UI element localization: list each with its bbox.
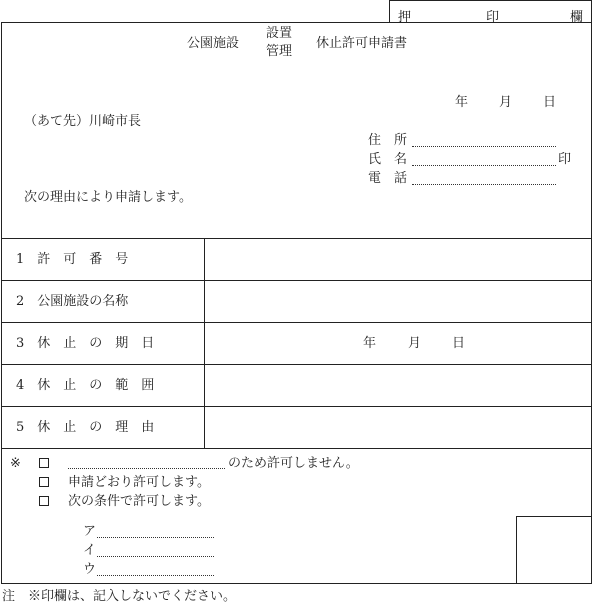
date-day-label: 日 — [543, 95, 557, 110]
row-divider — [2, 322, 591, 323]
application-form — [1, 22, 592, 584]
name-field[interactable] — [412, 152, 556, 166]
permit-number-field[interactable] — [205, 239, 591, 279]
office-use-mark: ※ — [10, 456, 21, 471]
seal-char-1: 押 — [398, 10, 412, 25]
seal-column-header — [389, 0, 592, 23]
title-option-manage: 管理 — [266, 44, 293, 59]
checkbox-approve[interactable] — [39, 477, 49, 487]
phone-field[interactable] — [412, 171, 556, 185]
title-suffix: 休止許可申請書 — [316, 36, 408, 51]
condition-i-label: イ — [83, 543, 97, 558]
suspension-reason-field[interactable] — [205, 407, 591, 447]
date-year-label: 年 — [455, 95, 469, 110]
seal-char-3: 欄 — [570, 10, 584, 25]
row-label-suspension-date: 3 休 止 の 期 日 — [16, 336, 155, 351]
stamp-box — [516, 516, 591, 583]
suspension-year-label: 年 — [363, 336, 377, 351]
conditional-text: 次の条件で許可します。 — [68, 494, 210, 509]
addressee: （あて先）川崎市長 — [24, 114, 142, 129]
facility-name-field[interactable] — [205, 281, 591, 321]
title-option-establish: 設置 — [266, 26, 293, 41]
suspension-scope-field[interactable] — [205, 365, 591, 405]
footnote: 注 ※印欄は、記入しないでください。 — [2, 589, 237, 604]
phone-label: 電 話 — [368, 171, 408, 186]
row-label-suspension-scope: 4 休 止 の 範 囲 — [16, 378, 155, 393]
suspension-month-label: 月 — [408, 336, 422, 351]
deny-text: のため許可しません。 — [228, 456, 359, 471]
condition-a-field[interactable] — [97, 525, 214, 538]
request-text: 次の理由により申請します。 — [24, 190, 192, 205]
approve-text: 申請どおり許可します。 — [68, 475, 210, 490]
row-label-facility-name: 2 公園施設の名称 — [16, 294, 129, 309]
condition-u-label: ウ — [83, 562, 97, 577]
condition-i-field[interactable] — [97, 544, 214, 557]
row-label-suspension-reason: 5 休 止 の 理 由 — [16, 420, 155, 435]
condition-u-field[interactable] — [97, 563, 214, 576]
checkbox-deny[interactable] — [39, 458, 49, 468]
suspension-day-label: 日 — [452, 336, 466, 351]
address-label: 住 所 — [368, 133, 408, 148]
deny-reason-field[interactable] — [68, 455, 225, 469]
table-bottom-border — [2, 448, 591, 449]
name-label: 氏 名 — [368, 152, 408, 167]
row-label-permit-number: 1 許 可 番 号 — [16, 252, 129, 267]
seal-mark: 印 — [558, 152, 572, 167]
condition-a-label: ア — [83, 524, 97, 539]
date-month-label: 月 — [499, 95, 513, 110]
checkbox-conditional[interactable] — [39, 496, 49, 506]
address-field[interactable] — [412, 133, 556, 147]
seal-char-2: 印 — [486, 10, 500, 25]
title-prefix: 公園施設 — [187, 36, 240, 51]
